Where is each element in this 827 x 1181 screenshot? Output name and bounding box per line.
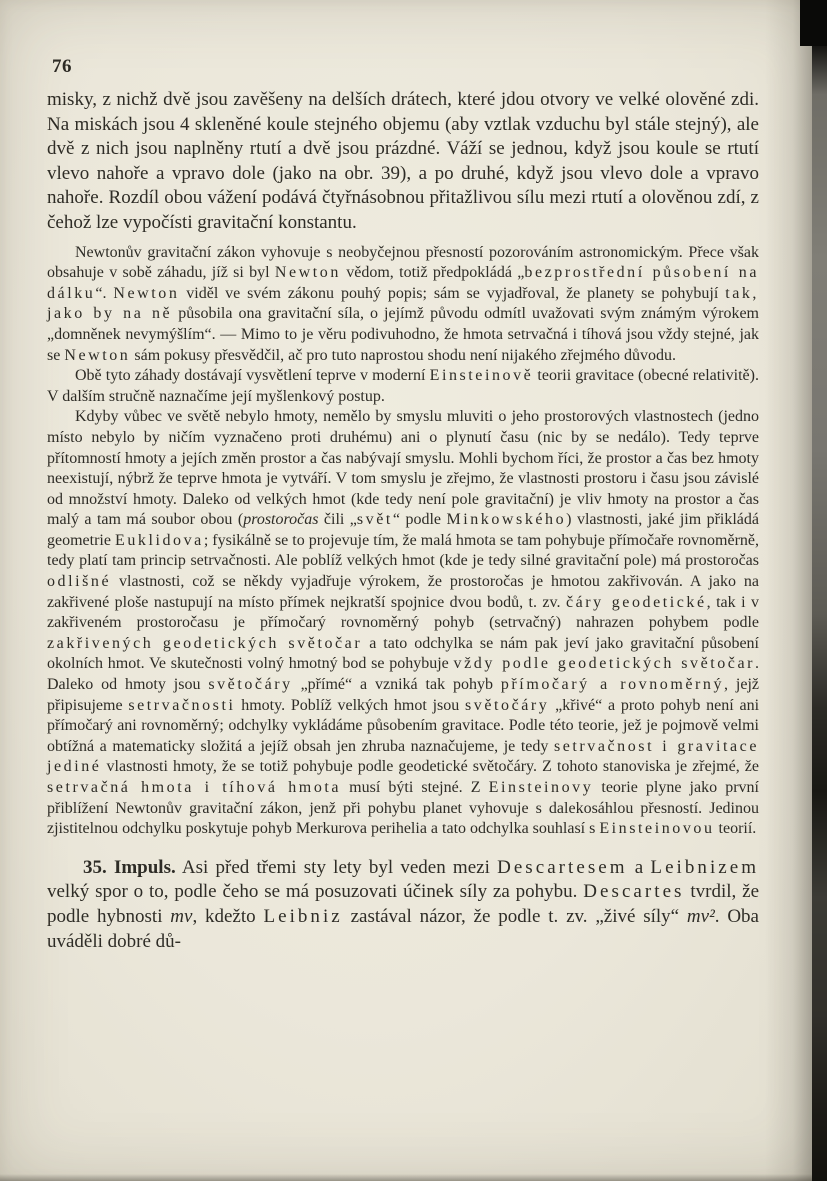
text-run: Newton [64,346,131,364]
text-run: viděl ve svém zákonu pouhý popis; sám se vyjadřoval, že planety se pohybují [179,284,726,302]
page-number: 76 [52,56,72,77]
text-run: teorií. [714,820,757,838]
text-run: . Daleko od hmoty jsou [47,655,760,694]
text-run: sám pokusy přesvědčil, ač pro tuto naprostou shodu není nijakého zřejmého důvodu. [130,346,677,364]
text-run: Leibnizem [650,856,760,878]
text-run: , kdežto [192,905,264,927]
text-run: 35. Impuls. [83,856,176,878]
text-run: Einsteinovou [599,820,715,838]
text-run: setrvačnost i gravitace jediné [47,737,759,776]
text-run: . Oba uváděli dobré dů- [47,905,759,952]
text-run: vlastnosti, což se někdy vyjadřuje výrokem, že prostoročas je hmotou zakřivován. A jako na zakřivené ploše nastupují na místo přímek nejkratší spojnice dvou bodů, t. zv. [47,573,759,611]
text-run: Asi před třemi sty lety byl veden mezi [175,856,498,878]
paragraph [47,366,759,407]
text-run: a tato odchylka se nám pak jeví jako gravitační působení okolních hmot. Ve skutečnosti volný hmotný bod se pohybuje [47,634,759,673]
text-run: vždy podle geodetických světočar [453,655,756,673]
text-run: a [627,856,651,878]
text-run: zakřivených geodetických světočar [47,634,363,652]
paragraph [47,407,759,839]
text-run: světočáry [465,696,550,714]
text-run: světočáry [208,676,293,694]
paragraph [47,243,759,367]
text-run: svět [356,511,393,529]
text-run: působila ona gravitační síla, o jejímž původu odmítl uvažovati svým známým výrokem „domněnek nevymýšlím“. — Mimo to je věru podivuhodno, že hmota setrvačná i tíhová jsou vždy stejné, jak se [47,305,759,364]
text-run: “. [95,284,114,302]
text-run: velký spor o to, podle čeho se má posuzovati účinek síly za pohybu. [47,881,584,903]
text-run: Leibniz [263,905,343,927]
text-run: Einsteinovy [488,779,594,796]
text-run: ; fysikálně se to projevuje tím, že malá hmota se tam pohybuje přímočaře rovnoměrně, tedy platí tam princip setrvačnosti. Ale poblíž velkých hmot (kde je tedy silné gravitační pole) má prostoročas [47,531,760,570]
text-run: vědom, totiž předpokládá „ [340,264,525,282]
text-run: přímočarý a rovnoměrný [500,676,725,694]
text-run: hmoty. Poblíž velkých hmot jsou [235,696,466,714]
text-run: čáry geodetické [565,593,707,611]
text-run: Einsteinově [429,367,534,385]
text-run: Descartesem [497,856,628,878]
text-run: Obě tyto záhady dostávají vysvětlení teprve v moderní [75,367,430,385]
text-run: čili „ [318,511,357,529]
text-run: Newtonův gravitační zákon vyhovuje s neobyčejnou přesností pozorováním astronomickým. Přece však obsahuje v sobě záhadu, jíž si byl [47,243,759,282]
text-run: Descartes [583,881,685,903]
text-run: tvrdil, že podle hybnosti [47,881,759,927]
text-block [47,88,759,954]
text-run: musí býti stejné. Z [341,779,489,796]
text-run: “ podle [392,511,447,529]
text-run: mv [170,905,193,927]
scan-edge-strip [812,0,827,1181]
text-run: , jejž připisujeme [47,676,759,714]
paragraph [47,856,759,954]
text-run: Euklidova [115,531,204,549]
text-run: prostoročas [243,511,319,529]
text-run: tak, jako by na ně [47,284,759,323]
text-run: misky, z nichž dvě jsou zavěšeny na delších drátech, které jdou otvory ve velké olověné zdi. Na miskách jsou 4 skleněné koule stejného objemu (aby vztlak vzduchu byl stále stejný), ale dvě z nich jsou naplněny rtutí a dvě jsou prázdné. Váží se jednou, když jsou koule se rtutí vlevo nahoře a vpravo dole (jako na obr. 39), a po druhé, když jsou vlevo dole a vpravo nahoře. Rozdíl obou vážení podává čtyřnásobnou přitažlivou sílu mezi rtutí a olověnou zdí, z čehož lze vypočísti gravitační konstantu. [47,89,759,233]
page-edge-shadow [765,0,827,1181]
text-run: mv² [686,905,715,927]
text-run: Newton [113,284,180,302]
text-run: „křivé“ a proto pohyb není ani přímočarý ani rovnoměrný; odchylky vykládáme působením gravitace. Podle této teorie, jež je pojmově velmi obtížná a matematicky složitá a jejíž obsah jen zhruba naznačujeme, je tedy [47,696,760,755]
text-run: odlišné [47,573,112,591]
text-run: ) vlastnosti, jaké jim přikládá geometrie [47,511,760,549]
text-run: teorii gravitace (obecné relativitě). V dalším stručně naznačíme její myšlenkový postup. [47,367,759,405]
text-run: , tak i v zakřiveném prostoročasu je přímočarý rovnoměrný pohyb (setrvačný) nahrazen pohybem podle [47,593,759,632]
text-run: Kdyby vůbec ve světě nebylo hmoty, nemělo by smyslu mluviti o jeho prostorových vlastnostech (jedno místo nebylo by ničím vyznačeno proti druhému) ani o plynutí času (nic by se nedálo). Tedy teprve přítomností hmoty a jejích změn prostor a čas nabývají smyslu. Mohli bychom říci, že prostor a čas bez hmoty neexistují, nýbrž že teprve hmota je vytváří. V tom smyslu je zřejmo, že vlastnosti prostoru i času jsou závislé od množství hmoty. Daleko od velkých hmot (kde tedy není pole gravitační) je vliv hmoty na prostor a čas malý a tam má soubor obou ( [47,408,759,529]
scan-corner-mark [800,0,827,46]
text-run: zastával názor, že podle t. zv. „živé síly“ [342,905,687,927]
text-run: setrvačná hmota i tíhová hmota [47,779,342,796]
text-run: teorie plyne jako první přiblížení Newtonův gravitační zákon, jenž při pohybu planet vyhovuje s dalekosáhlou přesností. Jedinou zjistitelnou odchylku poskytuje pohyb Merkurova perihelia a tato odchylka souhlasí s [47,779,759,838]
text-run: setrvačnosti [128,696,236,714]
scan-bottom-edge [0,1174,827,1181]
text-run: Newton [274,264,341,282]
text-run: vlastnosti hmoty, že se totiž pohybuje podle geodetické světočáry. Z tohoto stanoviska je zřejmé, že [101,758,759,776]
text-run: bezprostřední působení na dálku [47,264,759,302]
paragraph [47,88,759,236]
text-run: „přímé“ a vzniká tak pohyb [292,676,501,694]
text-run: Minkowského [446,511,567,529]
